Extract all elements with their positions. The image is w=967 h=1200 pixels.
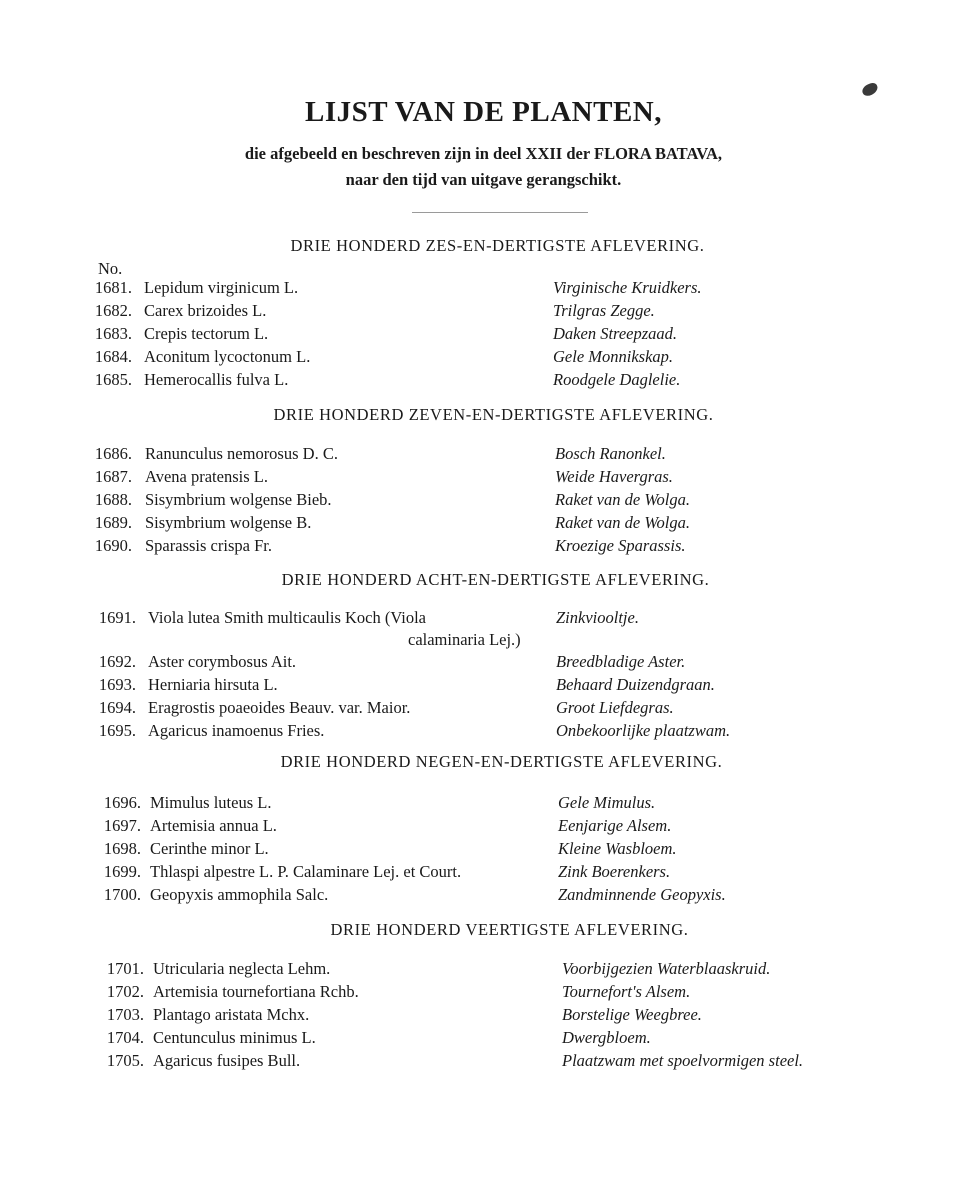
dutch-name: Trilgras Zegge. xyxy=(553,301,655,320)
latin-name: Herniaria hirsuta L. xyxy=(148,675,278,694)
list-item xyxy=(0,959,967,983)
list-item xyxy=(0,608,967,654)
latin-name: Artemisia tournefortiana Rchb. xyxy=(153,982,359,1001)
entry-number: 1702. xyxy=(106,982,144,1001)
list-item xyxy=(0,1028,967,1052)
dutch-name: Breedbladige Aster. xyxy=(556,652,686,671)
list-item xyxy=(0,698,967,722)
dutch-name: Eenjarige Alsem. xyxy=(558,816,672,835)
entry-number: 1700. xyxy=(103,885,141,904)
entry-number: 1701. xyxy=(106,959,144,978)
dutch-name: Raket van de Wolga. xyxy=(555,490,691,509)
dutch-name: Gele Monnikskap. xyxy=(553,347,674,366)
page-title: LIJST VAN DE PLANTEN, xyxy=(305,96,662,128)
dutch-name: Dwergbloem. xyxy=(562,1028,651,1047)
latin-name: Eragrostis poaeoides Beauv. var. Maior. xyxy=(148,698,411,717)
title-divider xyxy=(412,212,588,213)
dutch-name: Plaatzwam met spoelvormigen steel. xyxy=(562,1051,804,1070)
latin-name: Sisymbrium wolgense B. xyxy=(145,513,312,532)
section-heading: DRIE HONDERD ACHT-EN-DERTIGSTE AFLEVERING. xyxy=(281,570,710,589)
list-item xyxy=(0,652,967,676)
dutch-name: Kroezige Sparassis. xyxy=(555,536,686,555)
dutch-name: Bosch Ranonkel. xyxy=(555,444,666,463)
entry-number: 1684. xyxy=(94,347,132,366)
entry-number: 1690. xyxy=(94,536,132,555)
list-item xyxy=(0,370,967,394)
latin-name: Aconitum lycoctonum L. xyxy=(144,347,311,366)
latin-name: Sisymbrium wolgense Bieb. xyxy=(145,490,332,509)
latin-name: Mimulus luteus L. xyxy=(150,793,272,812)
latin-name: Plantago aristata Mchx. xyxy=(153,1005,310,1024)
list-item xyxy=(0,885,967,909)
list-item xyxy=(0,536,967,560)
latin-name: Utricularia neglecta Lehm. xyxy=(153,959,331,978)
list-item xyxy=(0,301,967,325)
subtitle-line-1: die afgebeeld en beschreven zijn in deel XXII der FLORA BATAVA, xyxy=(244,144,723,163)
latin-name: Geopyxis ammophila Salc. xyxy=(150,885,329,904)
number-column-label: No. xyxy=(98,259,123,278)
entry-number: 1696. xyxy=(103,793,141,812)
entry-number: 1689. xyxy=(94,513,132,532)
latin-name: Lepidum virginicum L. xyxy=(144,278,299,297)
list-item xyxy=(0,982,967,1006)
latin-name: Agaricus fusipes Bull. xyxy=(153,1051,301,1070)
dutch-name: Groot Liefdegras. xyxy=(556,698,674,717)
list-item xyxy=(0,793,967,817)
entry-number: 1705. xyxy=(106,1051,144,1070)
latin-name: Viola lutea Smith multicaulis Koch (Viola xyxy=(148,608,427,627)
latin-name-continued: calaminaria Lej.) xyxy=(408,630,521,649)
section-heading: DRIE HONDERD VEERTIGSTE AFLEVERING. xyxy=(330,920,689,939)
entry-number: 1694. xyxy=(98,698,136,717)
list-item xyxy=(0,721,967,745)
subtitle-line-2: naar den tijd van uitgave gerangschikt. xyxy=(345,170,622,189)
list-item xyxy=(0,839,967,863)
entry-number: 1687. xyxy=(94,467,132,486)
entry-number: 1692. xyxy=(98,652,136,671)
dutch-name: Weide Havergras. xyxy=(555,467,673,486)
entry-number: 1688. xyxy=(94,490,132,509)
entry-number: 1682. xyxy=(94,301,132,320)
dutch-name: Daken Streepzaad. xyxy=(553,324,678,343)
list-item xyxy=(0,347,967,371)
dutch-name: Voorbijgezien Waterblaaskruid. xyxy=(562,959,771,978)
entry-number: 1697. xyxy=(103,816,141,835)
list-item xyxy=(0,444,967,468)
dutch-name: Zandminnende Geopyxis. xyxy=(558,885,726,904)
entry-number: 1681. xyxy=(94,278,132,297)
dutch-name: Virginische Kruidkers. xyxy=(553,278,702,297)
entry-number: 1686. xyxy=(94,444,132,463)
dutch-name: Gele Mimulus. xyxy=(558,793,656,812)
entry-number: 1699. xyxy=(103,862,141,881)
dutch-name: Onbekoorlijke plaatzwam. xyxy=(556,721,731,740)
dutch-name: Borstelige Weegbree. xyxy=(562,1005,702,1024)
latin-name: Ranunculus nemorosus D. C. xyxy=(145,444,338,463)
latin-name: Hemerocallis fulva L. xyxy=(144,370,289,389)
entry-number: 1695. xyxy=(98,721,136,740)
entry-number: 1704. xyxy=(106,1028,144,1047)
list-item xyxy=(0,324,967,348)
dutch-name: Roodgele Daglelie. xyxy=(553,370,681,389)
dutch-name: Behaard Duizendgraan. xyxy=(556,675,715,694)
list-item xyxy=(0,490,967,514)
latin-name: Artemisia annua L. xyxy=(150,816,277,835)
list-item xyxy=(0,467,967,491)
entry-number: 1685. xyxy=(94,370,132,389)
list-item xyxy=(0,1005,967,1029)
entry-number: 1703. xyxy=(106,1005,144,1024)
section-heading: DRIE HONDERD ZES-EN-DERTIGSTE AFLEVERING. xyxy=(290,236,705,255)
entry-number: 1693. xyxy=(98,675,136,694)
list-item xyxy=(0,1051,967,1075)
latin-name: Aster corymbosus Ait. xyxy=(148,652,297,671)
entry-number: 1691. xyxy=(98,608,136,627)
latin-name: Carex brizoides L. xyxy=(144,301,267,320)
latin-name: Avena pratensis L. xyxy=(145,467,268,486)
dutch-name: Zink Boerenkers. xyxy=(558,862,671,881)
dutch-name: Tournefort's Alsem. xyxy=(562,982,691,1001)
latin-name: Cerinthe minor L. xyxy=(150,839,269,858)
dutch-name: Raket van de Wolga. xyxy=(555,513,691,532)
list-item xyxy=(0,513,967,537)
entry-number: 1683. xyxy=(94,324,132,343)
dutch-name: Kleine Wasbloem. xyxy=(558,839,677,858)
dutch-name: Zinkviooltje. xyxy=(556,608,639,627)
list-item xyxy=(0,862,967,886)
list-item xyxy=(0,278,967,302)
list-item xyxy=(0,675,967,699)
section-heading: DRIE HONDERD NEGEN-EN-DERTIGSTE AFLEVERING. xyxy=(280,752,723,771)
latin-name: Centunculus minimus L. xyxy=(153,1028,316,1047)
latin-name: Sparassis crispa Fr. xyxy=(145,536,272,555)
latin-name: Agaricus inamoenus Fries. xyxy=(148,721,325,740)
latin-name: Thlaspi alpestre L. P. Calaminare Lej. et Court. xyxy=(150,862,462,881)
list-item xyxy=(0,816,967,840)
section-heading: DRIE HONDERD ZEVEN-EN-DERTIGSTE AFLEVERING. xyxy=(273,405,714,424)
latin-name: Crepis tectorum L. xyxy=(144,324,269,343)
entry-number: 1698. xyxy=(103,839,141,858)
